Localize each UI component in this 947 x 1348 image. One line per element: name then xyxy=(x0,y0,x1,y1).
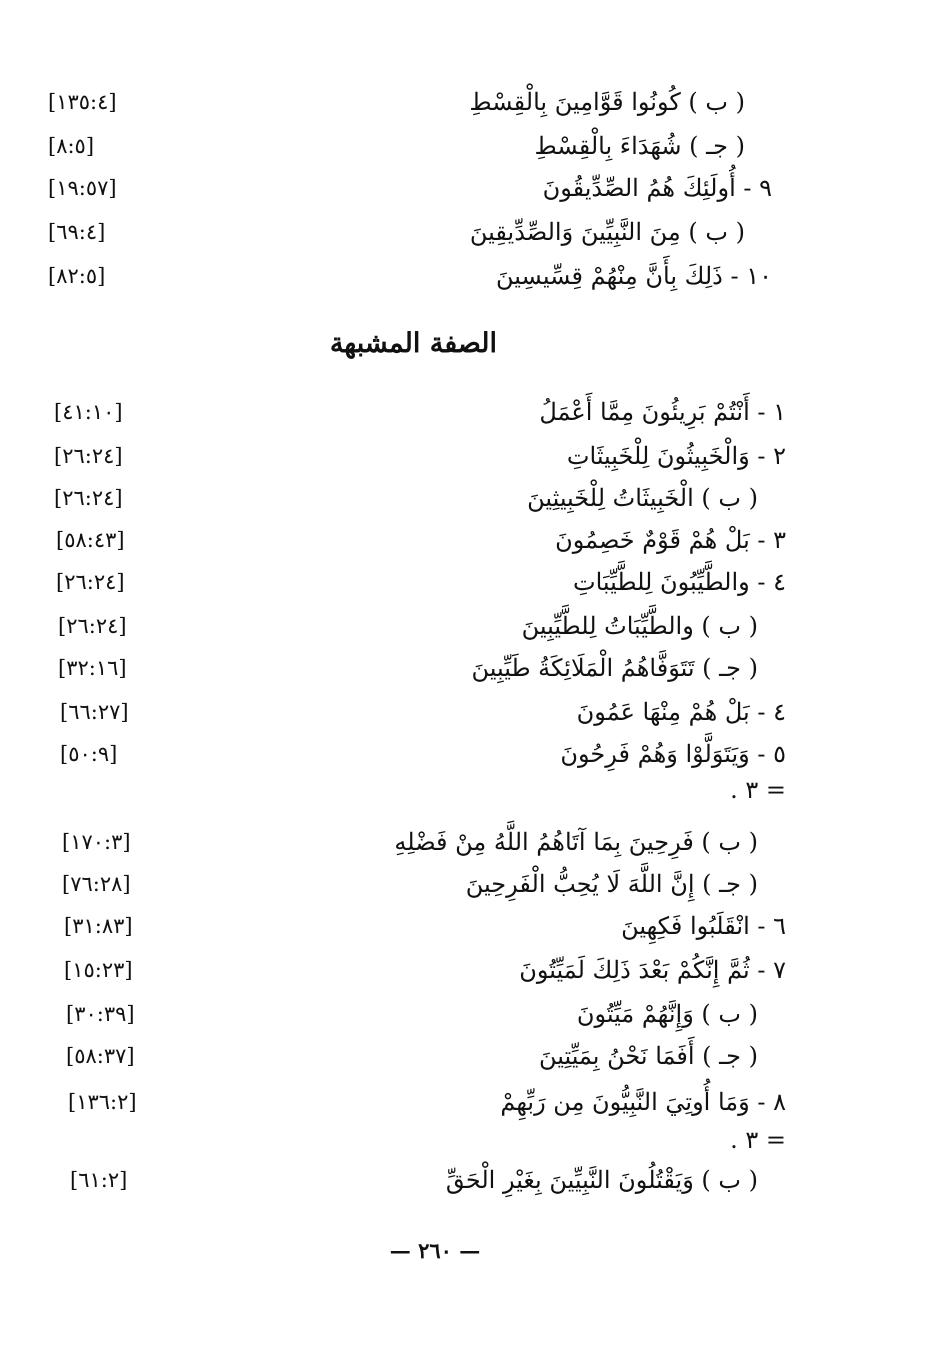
verse-reference: [٢٦:٢٤] xyxy=(56,570,125,594)
verse-text: ( ب ) وَإِنَّهُمْ مَيِّتُونَ xyxy=(576,1000,758,1028)
verse-text: ( ب ) والطَّيِّبَاتُ لِلطَّيِّبِينَ xyxy=(521,612,758,640)
verse-text: ٨ - وَمَا أُوتِيَ النَّبِيُّونَ مِن رَبِّهِمْ xyxy=(500,1088,786,1116)
verse-text: ( جـ ) تَتَوَفَّاهُمُ الْمَلَائِكَةُ طَيِّبِينَ xyxy=(471,654,758,682)
verse-text: ٤ - بَلْ هُمْ مِنْهَا عَمُونَ xyxy=(576,698,786,726)
page-number: — ٢٦٠ — xyxy=(389,1238,481,1263)
verse-text: ( ب ) كُونُوا قَوَّامِينَ بِالْقِسْطِ xyxy=(469,88,745,116)
verse-row xyxy=(40,734,800,774)
verse-row xyxy=(40,822,800,862)
verse-text: ٢ - وَالْخَبِيثُونَ لِلْخَبِيثَاتِ xyxy=(566,442,786,470)
verse-row xyxy=(40,1036,800,1076)
verse-row xyxy=(40,256,800,296)
verse-text: ١ - أَنْتُمْ بَرِيئُونَ مِمَّا أَعْمَلُ xyxy=(539,398,786,426)
verse-reference: [١٩:٥٧] xyxy=(48,176,117,200)
verse-row xyxy=(40,168,800,208)
verse-text: ( ب ) فَرِحِينَ بِمَا آتَاهُمُ اللَّهُ مِنْ فَضْلِهِ xyxy=(394,828,758,856)
verse-text: ٦ - انْقَلَبُوا فَكِهِينَ xyxy=(621,912,786,940)
verse-row xyxy=(40,212,800,252)
verse-text: ( جـ ) شُهَدَاءَ بِالْقِسْطِ xyxy=(534,132,745,160)
verse-row xyxy=(40,520,800,560)
verse-row xyxy=(40,770,800,810)
verse-text: = ٣ . xyxy=(730,776,786,804)
verse-reference: [٧٦:٢٨] xyxy=(62,872,131,896)
verse-reference: [١٧٠:٣] xyxy=(62,830,131,854)
verse-row xyxy=(40,562,800,602)
verse-text: ٣ - بَلْ هُمْ قَوْمٌ خَصِمُونَ xyxy=(555,526,786,554)
verse-text: ( ب ) الْخَبِيثَاتُ لِلْخَبِيثِينَ xyxy=(527,484,758,512)
verse-text: ٥ - وَيَتَوَلَّوْا وَهُمْ فَرِحُونَ xyxy=(560,740,786,768)
verse-row xyxy=(40,994,800,1034)
verse-reference: [٣١:٨٣] xyxy=(64,914,133,938)
verse-row xyxy=(40,82,800,122)
verse-row xyxy=(40,1120,800,1160)
verse-row xyxy=(40,864,800,904)
verse-reference: [٦١:٢] xyxy=(70,1168,128,1192)
verse-reference: [٢٦:٢٤] xyxy=(54,444,123,468)
verse-row xyxy=(40,692,800,732)
verse-reference: [٣٢:١٦] xyxy=(58,656,127,680)
verse-text: ٤ - والطَّيِّبُونَ لِلطَّيِّبَاتِ xyxy=(573,568,786,596)
verse-reference: [٥٠:٩] xyxy=(60,742,118,766)
verse-row xyxy=(40,950,800,990)
verse-reference: [١٣٥:٤] xyxy=(48,90,117,114)
verse-row xyxy=(40,436,800,476)
verse-text: = ٣ . xyxy=(730,1126,786,1154)
verse-row xyxy=(40,392,800,432)
verse-text: ٧ - ثُمَّ إِنَّكُمْ بَعْدَ ذَلِكَ لَمَيِّتُونَ xyxy=(519,956,786,984)
verse-row xyxy=(40,126,800,166)
verse-text: ( ب ) وَيَقْتُلُونَ النَّبِيِّينَ بِغَيْرِ الْحَقِّ xyxy=(445,1166,758,1194)
verse-reference: [٢٦:٢٤] xyxy=(54,486,123,510)
verse-reference: [١٥:٢٣] xyxy=(64,958,133,982)
section-heading: الصفة المشبهة xyxy=(329,328,497,359)
verse-text: ١٠ - ذَلِكَ بِأَنَّ مِنْهُمْ قِسِّيسِينَ xyxy=(495,262,772,290)
verse-text: ( جـ ) أَفَمَا نَحْنُ بِمَيِّتِينَ xyxy=(538,1042,758,1070)
verse-reference: [٨:٥] xyxy=(48,134,95,158)
verse-reference: [٤١:١٠] xyxy=(54,400,123,424)
verse-reference: [٥٨:٤٣] xyxy=(56,528,125,552)
verse-reference: [٣٠:٣٩] xyxy=(66,1002,135,1026)
verse-text: ٩ - أُولَئِكَ هُمُ الصِّدِّيقُونَ xyxy=(542,174,772,202)
verse-row xyxy=(40,606,800,646)
verse-row xyxy=(40,648,800,688)
verse-row xyxy=(40,906,800,946)
verse-text: ( ب ) مِنَ النَّبِيِّينَ وَالصِّدِّيقِينَ xyxy=(469,218,745,246)
verse-row xyxy=(40,1082,800,1122)
verse-reference: [١٣٦:٢] xyxy=(68,1090,137,1114)
verse-reference: [٦٩:٤] xyxy=(48,220,106,244)
verse-reference: [٨٢:٥] xyxy=(48,264,106,288)
verse-reference: [٢٦:٢٤] xyxy=(58,614,127,638)
verse-text: ( جـ ) إِنَّ اللَّهَ لَا يُحِبُّ الْفَرِحِينَ xyxy=(465,870,758,898)
verse-row xyxy=(40,478,800,518)
verse-reference: [٥٨:٣٧] xyxy=(66,1044,135,1068)
verse-reference: [٦٦:٢٧] xyxy=(60,700,129,724)
verse-row xyxy=(40,1160,800,1200)
